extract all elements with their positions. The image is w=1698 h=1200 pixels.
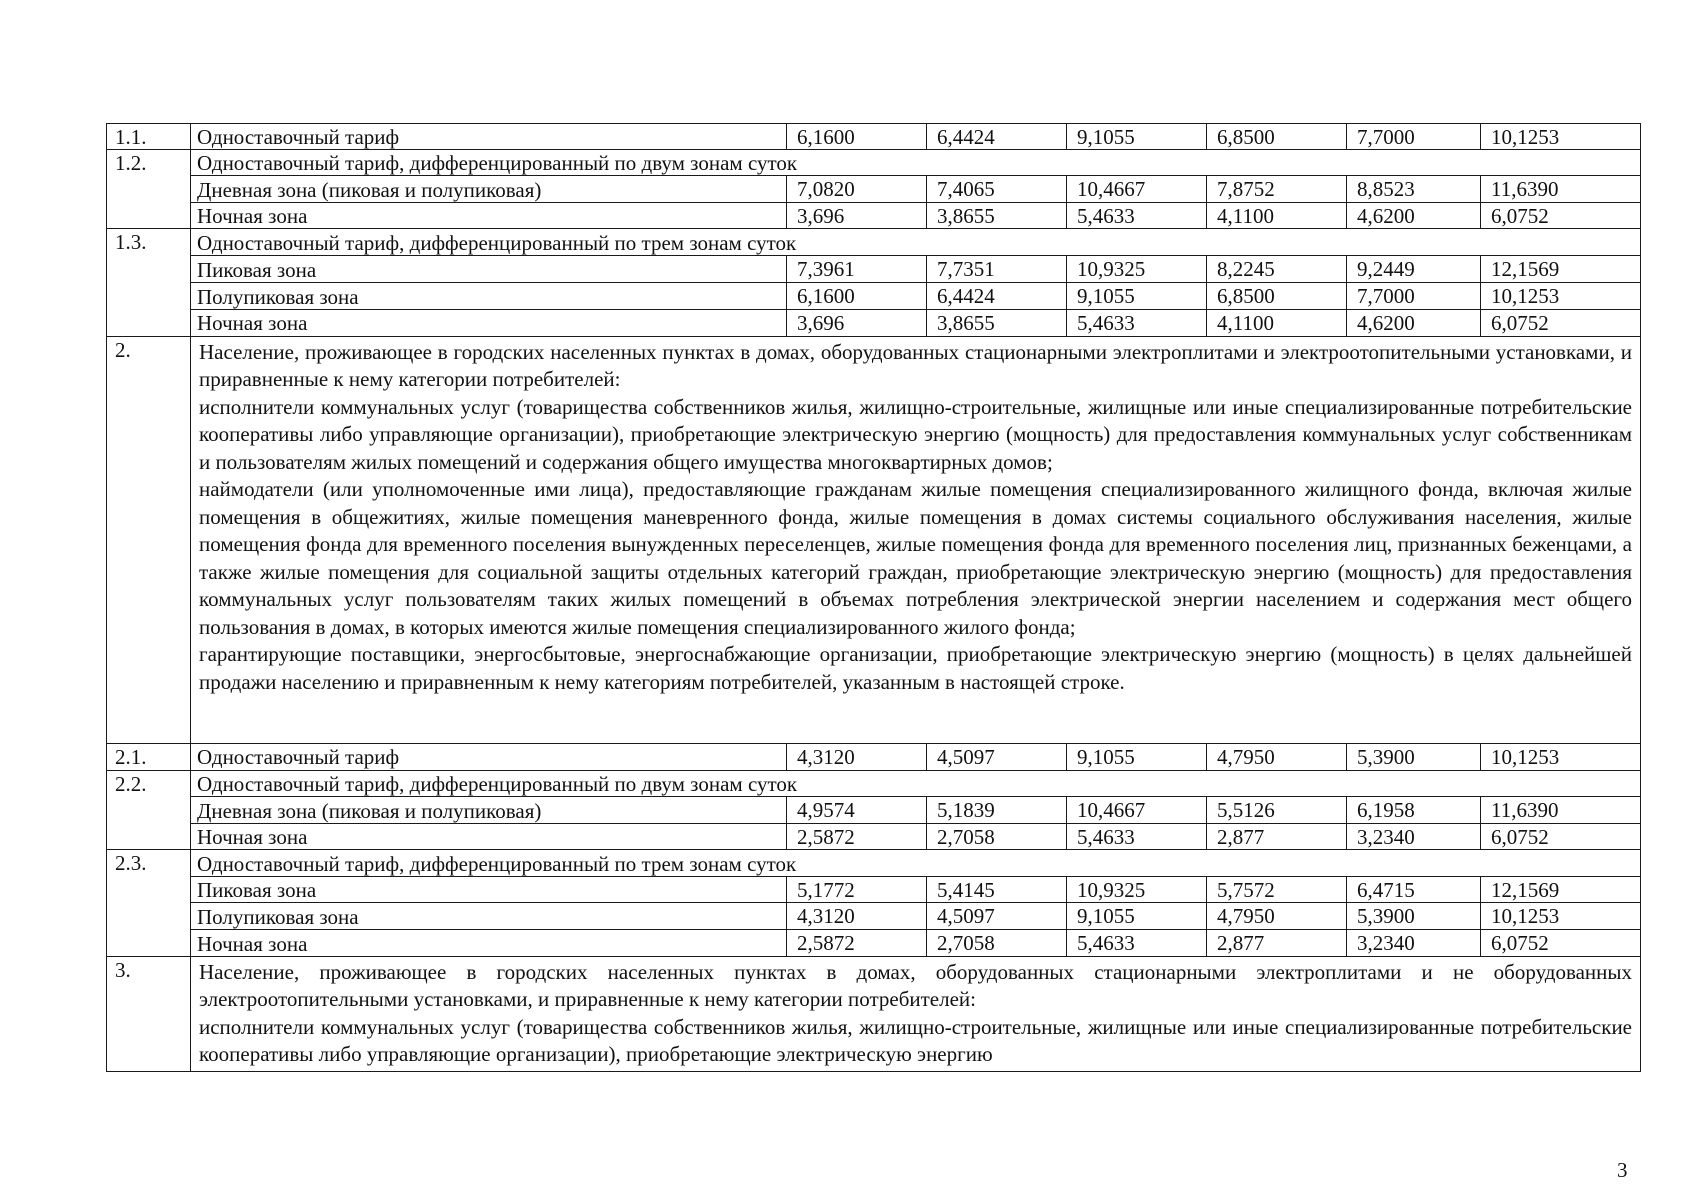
tariff-value: 8,2245: [1207, 256, 1347, 283]
tariff-label: Ночная зона: [191, 929, 787, 956]
tariff-value: 2,5872: [787, 823, 927, 849]
tariff-label: Одноставочный тариф: [191, 124, 787, 150]
tariff-value: 2,7058: [927, 929, 1067, 956]
tariff-label: Дневная зона (пиковая и полупиковая): [191, 796, 787, 823]
tariff-value: 2,877: [1207, 929, 1347, 956]
table-row: [107, 823, 1641, 849]
row-number: 3.: [107, 956, 191, 1071]
tariff-value: 11,6390: [1481, 176, 1641, 203]
tariff-value: 9,1055: [1067, 902, 1207, 929]
table-row: [107, 336, 1641, 743]
tariff-value: 6,0752: [1481, 310, 1641, 336]
table-row: [107, 929, 1641, 956]
tariff-value: 2,877: [1207, 823, 1347, 849]
tariff-label: Ночная зона: [191, 203, 787, 229]
tariff-value: 3,696: [787, 310, 927, 336]
tariff-label: Полупиковая зона: [191, 283, 787, 310]
category-description: [191, 956, 1641, 1071]
section-header: Одноставочный тариф, дифференцированный по двум зонам суток: [191, 150, 1641, 176]
tariff-value: 8,8523: [1347, 176, 1481, 203]
table-row: [107, 176, 1641, 203]
tariff-value: 5,7572: [1207, 876, 1347, 902]
tariff-value: 7,4065: [927, 176, 1067, 203]
table-row: [107, 310, 1641, 336]
tariff-value: 3,8655: [927, 203, 1067, 229]
tariff-label: Ночная зона: [191, 823, 787, 849]
table-row: [107, 743, 1641, 770]
tariff-value: 6,4424: [927, 124, 1067, 150]
tariff-value: 5,4633: [1067, 203, 1207, 229]
tariff-value: 5,4145: [927, 876, 1067, 902]
tariff-value: 3,2340: [1347, 929, 1481, 956]
tariff-value: 5,1772: [787, 876, 927, 902]
description-paragraph: исполнители коммунальных услуг (товарищества собственников жилья, жилищно-строительные, жилищные или иные специализированные потребительские кооперативы либо управляющие организации), приобретающие электрическую энергию (мощность) для предоставления коммунальных услуг собственникам и пользователям жилых помещений и содержания общего имущества многоквартирных домов;: [199, 394, 1632, 474]
tariff-value: 5,1839: [927, 796, 1067, 823]
table-row: [107, 256, 1641, 283]
tariff-value: 2,5872: [787, 929, 927, 956]
tariff-value: 6,1600: [787, 283, 927, 310]
tariff-value: 10,9325: [1067, 876, 1207, 902]
description-paragraph: наймодатели (или уполномоченные ими лица), предоставляющие гражданам жилые помещения специализированного жилищного фонда, включая жилые помещения в общежитиях, жилые помещения маневренного фонда, жилые помещения в домах системы социального обслуживания населения, жилые помещения фонда для временного поселения вынужденных переселенцев, жилые помещения фонда для временного поселения лиц, признанных беженцами, а также жилые помещения для социальной защиты отдельных категорий граждан, приобретающие электрическую энергию (мощность) для предоставления коммунальных услуг пользователям таких жилых помещений в объемах потребления электрической энергии населением и содержания мест общего пользования в домах, в которых имеются жилые помещения специализированного жилого фонда;: [199, 477, 1632, 639]
tariff-value: 4,7950: [1207, 743, 1347, 770]
description-paragraph: гарантирующие поставщики, энергосбытовые, энергоснабжающие организации, приобретающие электрическую энергию (мощность) в целях дальнейшей продажи населению и приравненным к нему категориям потребителей, указанным в настоящей строке.: [199, 642, 1632, 694]
tariff-value: 3,2340: [1347, 823, 1481, 849]
tariff-value: 10,1253: [1481, 743, 1641, 770]
tariff-value: 7,8752: [1207, 176, 1347, 203]
tariff-value: 3,696: [787, 203, 927, 229]
tariff-value: 4,3120: [787, 743, 927, 770]
tariff-value: 9,1055: [1067, 743, 1207, 770]
tariff-table-body: [107, 124, 1641, 1072]
tariff-value: 11,6390: [1481, 796, 1641, 823]
section-header: Одноставочный тариф, дифференцированный по трем зонам суток: [191, 849, 1641, 876]
tariff-value: 4,5097: [927, 743, 1067, 770]
tariff-value: 4,1100: [1207, 310, 1347, 336]
table-row: [107, 849, 1641, 876]
row-number: 1.1.: [107, 124, 191, 150]
tariff-value: 6,1958: [1347, 796, 1481, 823]
tariff-value: 7,7000: [1347, 283, 1481, 310]
tariff-label: Полупиковая зона: [191, 902, 787, 929]
tariff-value: 4,6200: [1347, 310, 1481, 336]
tariff-value: 4,9574: [787, 796, 927, 823]
table-row: [107, 229, 1641, 256]
tariff-value: 6,4424: [927, 283, 1067, 310]
tariff-value: 4,7950: [1207, 902, 1347, 929]
tariff-value: 10,4667: [1067, 796, 1207, 823]
row-number: 2.3.: [107, 849, 191, 956]
tariff-label: Пиковая зона: [191, 256, 787, 283]
page-number: 3: [1617, 1158, 1628, 1182]
tariff-value: 3,8655: [927, 310, 1067, 336]
row-number: 2.2.: [107, 770, 191, 849]
tariff-value: 7,3961: [787, 256, 927, 283]
tariff-value: 6,8500: [1207, 124, 1347, 150]
tariff-label: Пиковая зона: [191, 876, 787, 902]
tariff-value: 4,5097: [927, 902, 1067, 929]
tariff-value: 5,3900: [1347, 743, 1481, 770]
tariff-value: 9,2449: [1347, 256, 1481, 283]
table-row: [107, 203, 1641, 229]
tariff-value: 5,4633: [1067, 310, 1207, 336]
tariff-value: 7,7351: [927, 256, 1067, 283]
tariff-value: 10,1253: [1481, 902, 1641, 929]
tariff-value: 10,4667: [1067, 176, 1207, 203]
category-description: [191, 336, 1641, 743]
tariff-value: 7,7000: [1347, 124, 1481, 150]
table-row: [107, 902, 1641, 929]
row-number: 1.3.: [107, 229, 191, 336]
section-header: Одноставочный тариф, дифференцированный по двум зонам суток: [191, 770, 1641, 796]
tariff-label: Дневная зона (пиковая и полупиковая): [191, 176, 787, 203]
row-number: 2.1.: [107, 743, 191, 770]
tariff-label: Одноставочный тариф: [191, 743, 787, 770]
description-paragraph: Население, проживающее в городских населенных пунктах в домах, оборудованных стационарными электроплитами и не оборудованных электроотопительными установками, и приравненные к нему категории потребителей:: [199, 959, 1632, 1012]
tariff-value: 7,0820: [787, 176, 927, 203]
tariff-value: 6,4715: [1347, 876, 1481, 902]
tariff-value: 4,1100: [1207, 203, 1347, 229]
tariff-value: 5,3900: [1347, 902, 1481, 929]
section-header: Одноставочный тариф, дифференцированный по трем зонам суток: [191, 229, 1641, 256]
tariff-value: 12,1569: [1481, 256, 1641, 283]
tariff-value: 6,1600: [787, 124, 927, 150]
tariff-value: 6,0752: [1481, 203, 1641, 229]
tariff-value: 12,1569: [1481, 876, 1641, 902]
table-row: [107, 124, 1641, 150]
row-number: 2.: [107, 336, 191, 743]
tariff-value: 6,0752: [1481, 823, 1641, 849]
tariff-value: 4,6200: [1347, 203, 1481, 229]
row-number: 1.2.: [107, 150, 191, 229]
tariff-value: 10,1253: [1481, 283, 1641, 310]
table-row: [107, 876, 1641, 902]
description-paragraph: исполнители коммунальных услуг (товарищества собственников жилья, жилищно-строительные, жилищные или иные специализированные потребительские кооперативы либо управляющие организации), приобретающие электрическую энергию: [199, 1014, 1632, 1067]
tariff-value: 10,1253: [1481, 124, 1641, 150]
tariff-value: 5,4633: [1067, 929, 1207, 956]
tariff-value: 10,9325: [1067, 256, 1207, 283]
tariff-value: 6,0752: [1481, 929, 1641, 956]
description-paragraph: Население, проживающее в городских населенных пунктах в домах, оборудованных стационарными электроплитами и электроотопительными установками, и приравненные к нему категории потребителей:: [199, 339, 1632, 392]
tariff-value: 9,1055: [1067, 124, 1207, 150]
tariff-value: 9,1055: [1067, 283, 1207, 310]
table-row: [107, 770, 1641, 796]
tariff-value: 4,3120: [787, 902, 927, 929]
tariff-value: 6,8500: [1207, 283, 1347, 310]
tariff-value: 5,5126: [1207, 796, 1347, 823]
table-row: [107, 796, 1641, 823]
tariff-value: 5,4633: [1067, 823, 1207, 849]
tariff-value: 2,7058: [927, 823, 1067, 849]
table-row: [107, 150, 1641, 176]
tariff-table: [106, 123, 1641, 1072]
tariff-label: Ночная зона: [191, 310, 787, 336]
table-row: [107, 956, 1641, 1071]
table-row: [107, 283, 1641, 310]
